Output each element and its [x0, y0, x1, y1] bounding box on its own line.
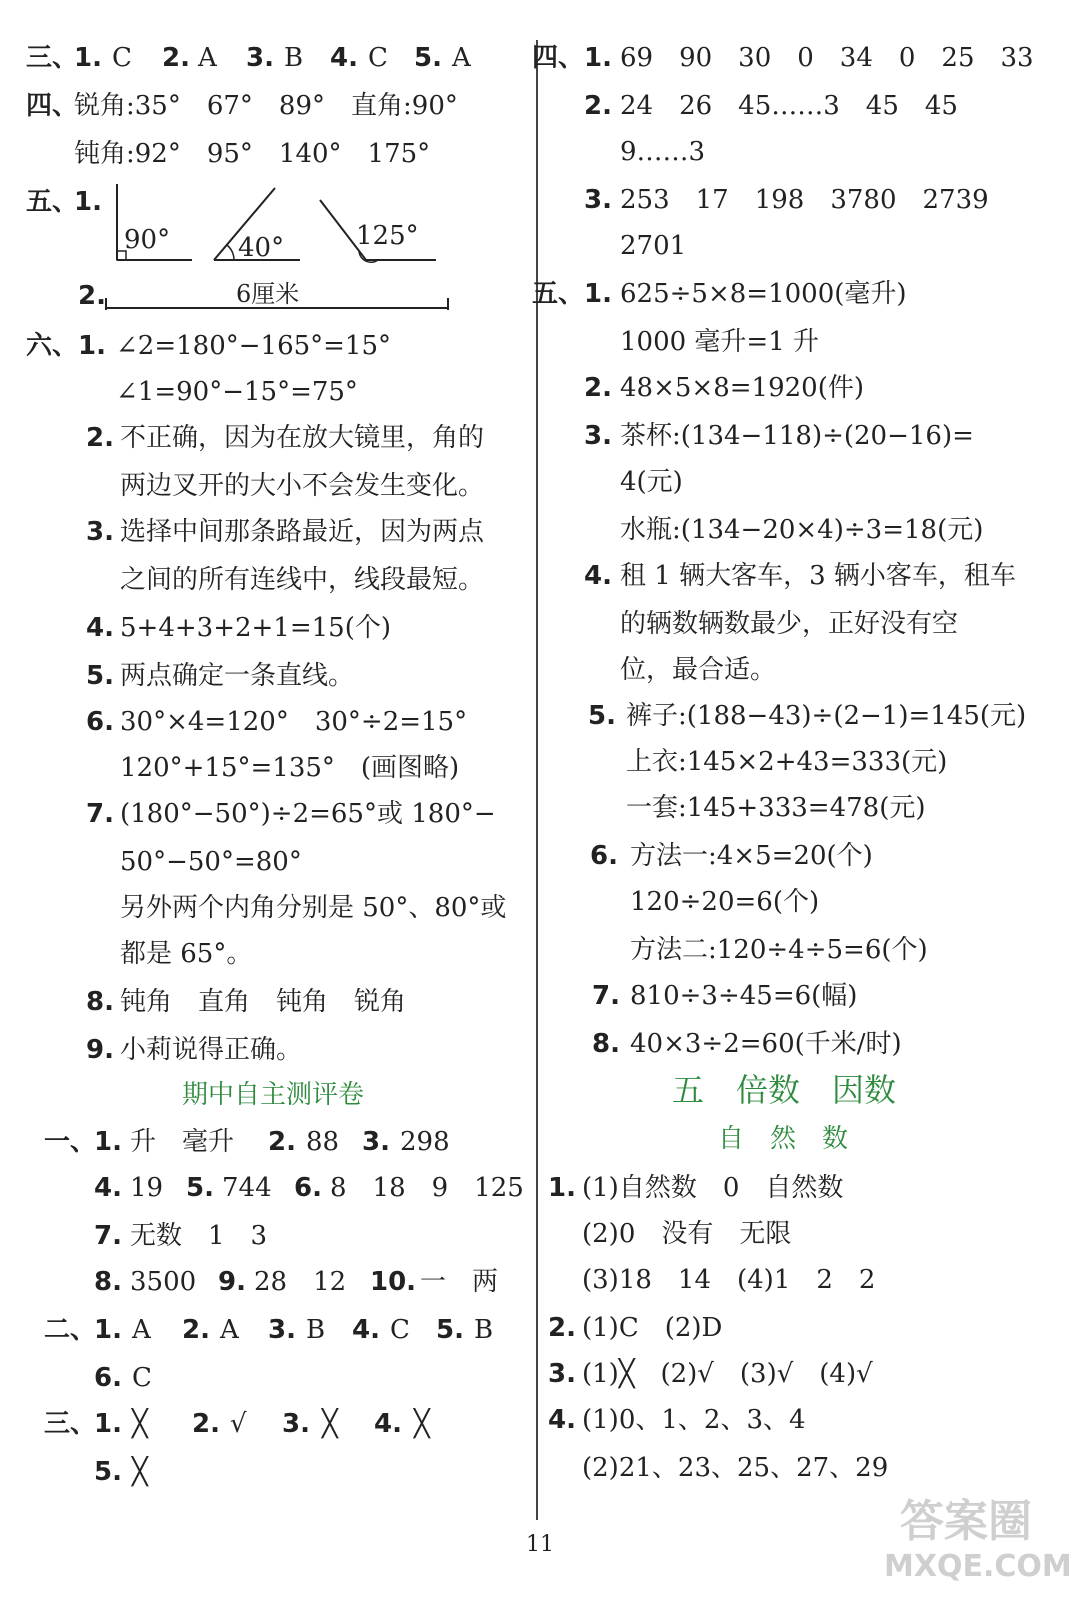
section-4r-label: 四、 [532, 43, 585, 73]
item-index: 4. [352, 1315, 380, 1345]
answer-line: 两边叉开的大小不会发生变化。 [120, 471, 485, 501]
answer: 298 [400, 1127, 450, 1157]
answer-line: 位，最合适。 [620, 655, 777, 685]
item-index: 8. [592, 1029, 620, 1059]
answer-line: 50°−50°=80° [120, 847, 302, 877]
item-index: 4. [548, 1405, 576, 1435]
answer-line: 1000 毫升=1 升 [620, 327, 820, 357]
answer-line: 茶杯:(134−118)÷(20−16)= [620, 421, 974, 451]
item-index: 2. [584, 91, 612, 121]
unit-heading: 五 倍数 因数 [672, 1071, 897, 1109]
answer: 无数 1 3 [130, 1221, 268, 1251]
item-index: 5. [414, 43, 442, 73]
answer: 升 毫升 [130, 1127, 235, 1157]
answer-line: 选择中间那条路最近，因为两点 [120, 517, 485, 547]
item-index: 6. [294, 1173, 322, 1203]
item-index: 3. [282, 1409, 310, 1439]
item-index: 3. [86, 517, 114, 547]
answer-line: 120÷20=6(个) [630, 887, 820, 917]
answer: A [198, 43, 217, 73]
answer: ╳ [322, 1409, 338, 1439]
column-divider [536, 40, 538, 1520]
answer-line: (2)0 没有 无限 [582, 1219, 792, 1249]
item-index: 3. [268, 1315, 296, 1345]
answer-line: 方法二:120÷4÷5=6(个) [630, 935, 928, 965]
item-index: 1. [94, 1127, 122, 1157]
answer-line: 上衣:145×2+43=333(元) [626, 747, 948, 777]
sub-heading: 自 然 数 [718, 1124, 849, 1154]
item-index: 9. [86, 1035, 114, 1065]
answer-line: (2)21、23、25、27、29 [582, 1453, 889, 1483]
answer: C [368, 43, 388, 73]
answer: 19 [130, 1173, 164, 1203]
item-index: 10. [370, 1267, 417, 1297]
angle-label-40: 40° [238, 233, 285, 263]
answer: 88 [306, 1127, 340, 1157]
answer: C [132, 1363, 152, 1393]
item-index: 4. [330, 43, 358, 73]
watermark-logo: 答案圈 [900, 1496, 1032, 1547]
page-number: 11 [526, 1532, 554, 1557]
angle-label-125: 125° [356, 221, 419, 251]
item-index: 3. [246, 43, 274, 73]
answer-line: 不正确，因为在放大镜里，角的 [120, 423, 485, 453]
answer: C [390, 1315, 410, 1345]
answer: B [474, 1315, 494, 1345]
answer-line: 方法一:4×5=20(个) [630, 841, 873, 871]
item-index: 4. [94, 1173, 122, 1203]
item-index: 6. [590, 841, 618, 871]
answer-line: 的辆数辆数最少，正好没有空 [620, 609, 959, 639]
item-index: 1. [74, 43, 102, 73]
item-index: 2. [78, 281, 106, 311]
answer-line: (1)0、1、2、3、4 [582, 1405, 806, 1435]
section-4-label: 四、 [26, 91, 79, 121]
answer: 一 两 [420, 1267, 499, 1297]
item-index: 7. [592, 981, 620, 1011]
answer-line: 40×3÷2=60(千米/时) [630, 1029, 902, 1059]
item-index: 1. [78, 331, 106, 361]
answer-line: (1)╳ (2)√ (3)√ (4)√ [582, 1359, 873, 1389]
answer-line: 裤子:(188−43)÷(2−1)=145(元) [626, 701, 1027, 731]
answer: A [132, 1315, 151, 1345]
section-3-label: 三、 [26, 43, 79, 73]
item-index: 4. [86, 613, 114, 643]
answer-line: 24 26 45……3 45 45 [620, 91, 958, 121]
answer-line: 120°+15°=135° (画图略) [120, 753, 460, 783]
item-index: 3. [584, 185, 612, 215]
section-1-label: 一、 [44, 1127, 97, 1157]
obtuse-angles: 钝角:92° 95° 140° 175° [74, 139, 431, 169]
item-index: 6. [86, 707, 114, 737]
answer-line: 之间的所有连线中，线段最短。 [120, 565, 485, 595]
answer-line: (1)自然数 0 自然数 [582, 1173, 844, 1203]
item-index: 4. [374, 1409, 402, 1439]
answer: 28 12 [254, 1267, 347, 1297]
item-index: 9. [218, 1267, 246, 1297]
item-index: 1. [74, 187, 102, 217]
answer-line: 小莉说得正确。 [120, 1035, 303, 1065]
answer-line: 48×5×8=1920(件) [620, 373, 864, 403]
answer: √ [230, 1409, 247, 1439]
item-index: 2. [584, 373, 612, 403]
answer-line: 都是 65°。 [120, 939, 253, 969]
answer: ╳ [132, 1409, 148, 1439]
answer: ╳ [414, 1409, 430, 1439]
item-index: 7. [94, 1221, 122, 1251]
answer: 744 [222, 1173, 272, 1203]
item-index: 6. [94, 1363, 122, 1393]
item-index: 1. [548, 1173, 576, 1203]
segment-length-label: 6厘米 [236, 280, 300, 308]
midterm-heading: 期中自主测评卷 [182, 1080, 365, 1110]
answer-line: 一套:145+333=478(元) [626, 793, 926, 823]
answer-line: 810÷3÷45=6(幅) [630, 981, 858, 1011]
answer: B [284, 43, 304, 73]
item-index: 5. [186, 1173, 214, 1203]
answer-line: 253 17 198 3780 2739 [620, 185, 989, 215]
item-index: 8. [86, 987, 114, 1017]
item-index: 1. [94, 1315, 122, 1345]
item-index: 2. [162, 43, 190, 73]
item-index: 1. [584, 43, 612, 73]
item-index: 2. [182, 1315, 210, 1345]
item-index: 2. [192, 1409, 220, 1439]
answer: B [306, 1315, 326, 1345]
answer: A [220, 1315, 239, 1345]
section-2-label: 二、 [44, 1315, 97, 1345]
answer: ╳ [132, 1457, 148, 1487]
answer-line: 625÷5×8=1000(毫升) [620, 279, 907, 309]
section-6-label: 六、 [26, 331, 79, 361]
answer-line: 钝角 直角 钝角 锐角 [120, 987, 407, 1017]
answer-line: ∠2=180°−165°=15° [116, 331, 392, 361]
answer: 3500 [130, 1267, 197, 1297]
item-index: 7. [86, 799, 114, 829]
item-index: 2. [548, 1313, 576, 1343]
item-index: 3. [584, 421, 612, 451]
section-5-label: 五、 [26, 187, 79, 217]
answer-line: 两点确定一条直线。 [120, 661, 355, 691]
section-5r-label: 五、 [532, 279, 585, 309]
item-index: 5. [86, 661, 114, 691]
item-index: 5. [436, 1315, 464, 1345]
answer-line: ∠1=90°−15°=75° [116, 377, 358, 407]
answer-line: 2701 [620, 231, 687, 261]
item-index: 8. [94, 1267, 122, 1297]
item-index: 3. [362, 1127, 390, 1157]
item-index: 3. [548, 1359, 576, 1389]
item-index: 5. [94, 1457, 122, 1487]
watermark-url: MXQE.COM [884, 1549, 1072, 1584]
acute-right-angles: 锐角:35° 67° 89° 直角:90° [74, 91, 458, 121]
answer-line: 9……3 [620, 137, 706, 167]
item-index: 2. [268, 1127, 296, 1157]
item-index: 2. [86, 423, 114, 453]
answer-line: (180°−50°)÷2=65°或 180°− [120, 799, 496, 829]
item-index: 1. [94, 1409, 122, 1439]
answer-line: 另外两个内角分别是 50°、80°或 [120, 893, 507, 923]
answer-line: (1)C (2)D [582, 1313, 723, 1343]
answer-line: (3)18 14 (4)1 2 2 [582, 1265, 876, 1295]
answer-line: 水瓶:(134−20×4)÷3=18(元) [620, 515, 984, 545]
section-3b-label: 三、 [44, 1409, 97, 1439]
answer-line: 5+4+3+2+1=15(个) [120, 613, 392, 643]
item-index: 5. [588, 701, 616, 731]
item-index: 4. [584, 561, 612, 591]
angle-label-90: 90° [124, 225, 171, 255]
answer: A [452, 43, 471, 73]
answer-line: 4(元) [620, 467, 683, 497]
answer-line: 69 90 30 0 34 0 25 33 [620, 43, 1034, 73]
answer: 8 18 9 125 [330, 1173, 524, 1203]
item-index: 1. [584, 279, 612, 309]
answer: C [112, 43, 132, 73]
answer-line: 30°×4=120° 30°÷2=15° [120, 707, 468, 737]
answer-line: 租 1 辆大客车，3 辆小客车，租车 [620, 561, 1016, 591]
